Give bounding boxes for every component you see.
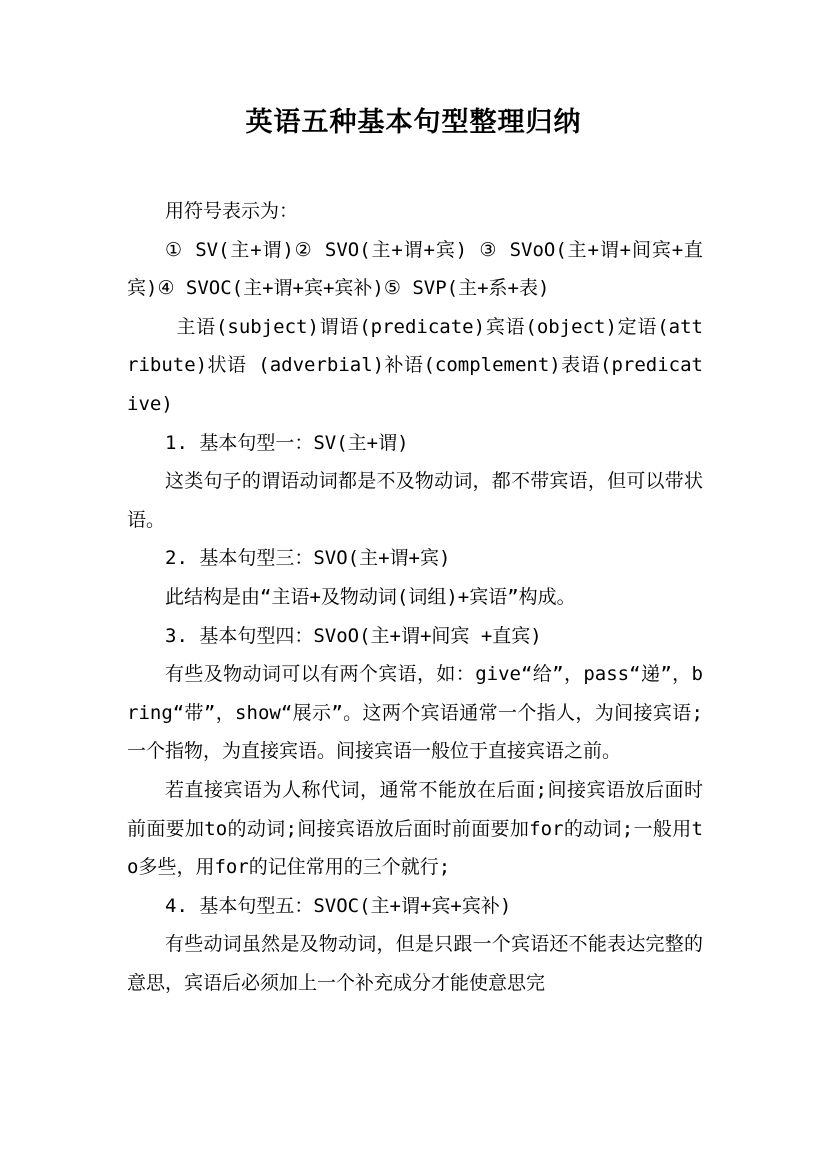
- document-body: [127, 192, 703, 1002]
- pattern-heading-3: 3. 基本句型四：SVoO(主+谓+间宾 +直宾): [165, 624, 542, 647]
- document-title: 英语五种基本句型整理归纳: [245, 107, 582, 138]
- pattern-heading-4: 4. 基本句型五：SVOC(主+谓+宾+宾补): [165, 894, 512, 917]
- pattern-heading-2: 2. 基本句型三：SVO(主+谓+宾): [165, 547, 451, 570]
- pattern-list-paragraph: ① SV(主+谓)② SVO(主+谓+宾) ③ SVoO(主+谓+间宾+直宾)④ SVOC(主+谓+宾+宾补)⑤ SVP(主+系+表): [127, 238, 703, 300]
- pattern-description-2: 此结构是由“主语+及物动词(词组)+宾语”构成。: [165, 585, 576, 608]
- symbol-intro-paragraph: 用符号表示为：: [165, 200, 299, 222]
- pattern-heading-1: 1. 基本句型一：SV(主+谓): [165, 431, 409, 454]
- pattern-description-3: 有些及物动词可以有两个宾语，如：give“给”，pass“递”，bring“带”，show“展示”。这两个宾语通常一个指人，为间接宾语;一个指物，为直接宾语。间接宾语一般位于直接宾语之前。: [127, 663, 703, 763]
- pattern-description-3-note: 若直接宾语为人称代词，通常不能放在后面;间接宾语放后面时前面要加to的动词;间接宾语放后面时前面要加for的动词;一般用to多些，用for的记住常用的三个就行;: [127, 778, 703, 879]
- pattern-description-1: 这类句子的谓语动词都是不及物动词，都不带宾语，但可以带状语。: [127, 470, 703, 531]
- pattern-description-4: 有些动词虽然是及物动词，但是只跟一个宾语还不能表达完整的意思，宾语后必须加上一个补充成分才能使意思完: [127, 933, 703, 994]
- grammar-terms-paragraph: 主语(subject)谓语(predicate)宾语(object)定语(attribute)状语 (adverbial)补语(complement)表语(predicative): [127, 315, 703, 415]
